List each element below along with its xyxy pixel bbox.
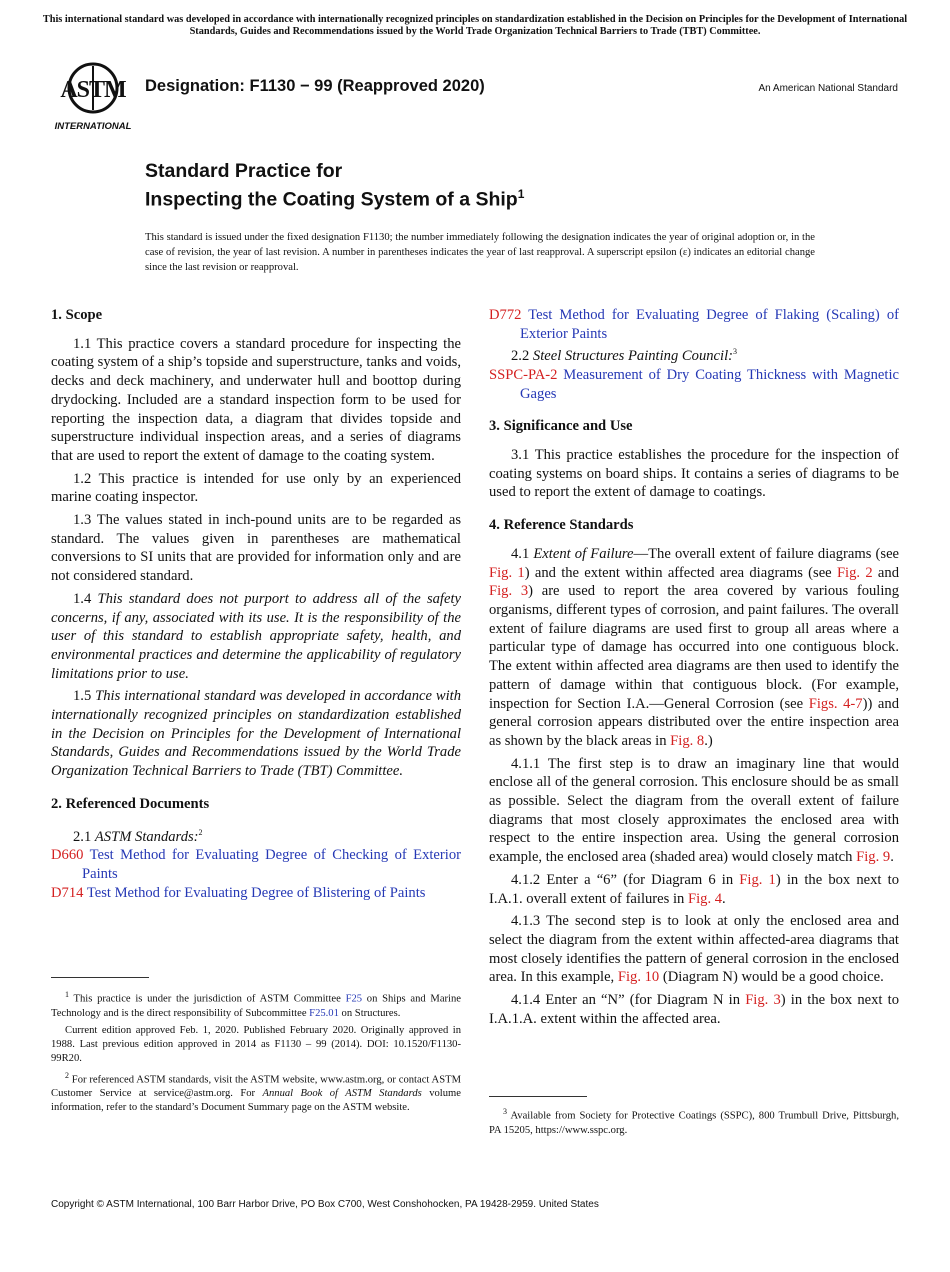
para-2-1: 2.1 ASTM Standards:$^2$ [73,827,203,845]
national-standard-label: An American National Standard [758,83,898,94]
link-fig-3[interactable]: Fig. 3 [489,583,529,600]
title-footnote-mark: 1 [517,187,525,201]
para-1-3: 1.3 The values stated in inch-pound units are to be regarded as standard. The values given in parentheses are mathematical conversions to SI units that are provided for information only and are not considered standard. [51,512,461,585]
top-notice: This international standard was developed in accordance with internationally recognized principles on standardization established in the Decision on Principles for the Development of International Standards, Guides and Recommendations issued by the World Trade Organization Technical Barriers to Trade (TBT) Committee. [42,14,908,37]
footnote-rule-right [489,1096,587,1097]
ref-d772[interactable]: D772 Test Method for Evaluating Degree of Flaking (Scaling) of Exterior Paints [489,307,899,342]
link-figs-4-7[interactable]: Figs. 4-7 [808,695,863,712]
ref-d714[interactable]: D714 Test Method for Evaluating Degree of Blistering of Paints [51,884,426,901]
ref-d660[interactable]: D660 Test Method for Evaluating Degree of Checking of Exterior Paints [51,847,461,882]
footnote-2: $^2$ For referenced ASTM standards, visit the ASTM website, www.astm.org, or contact ASTM Customer Service at service@astm.org. For Annual Book of ASTM Standards volume information, refer to the standard’s Document Summary page on the ASTM website. [51,1070,461,1114]
para-3-1: 3.1 This practice establishes the procedure for the inspection of coating systems on board ships. It contains a series of diagrams to be used to report the extent of damage to coatings. [489,447,899,501]
para-4-1-2: 4.1.2 Enter a “6” (for Diagram 6 in Fig. 1) in the box next to I.A.1. overall extent of failures in Fig. 4. [489,871,899,907]
astm-logo [52,60,134,132]
para-1-2: 1.2 This practice is intended for use only by an experienced marine coating inspector. [51,470,461,506]
title-line-2: Inspecting the Coating System of a Ship$^1$ [145,187,525,211]
link-fig-4[interactable]: Fig. 4 [687,890,723,907]
footnotes-left [51,988,461,1118]
footnote-edition: Current edition approved Feb. 1, 2020. Published February 2020. Originally approved in 1988. Last previous edition approved in 2014 as F1130 – 99 (2014). DOI: 10.1520/F1130-99R20. [51,1024,461,1064]
link-fig-2[interactable]: Fig. 2 [836,564,873,581]
section-heading-referenced-documents: 2. Referenced Documents [51,795,210,812]
link-fig-1[interactable]: Fig. 1 [489,564,525,581]
para-4-1-4: 4.1.4 Enter an “N” (for Diagram N in Fig. 3) in the box next to I.A.1.A. extent within the affected area. [489,992,899,1027]
para-4-1: 4.1 Extent of Failure—The overall extent of failure diagrams (see Fig. 1) and the extent within affected area diagrams (see Fig. 2 and Fig. 3) are used to report the area covered by various fouling organisms, different types of corrosion, and paint failures. The overall extent of failure diagrams are used first to group all areas where a particular type of damage has occurred into one contiguous block. The extent within affected area diagrams are then used to identify the pattern of damage within that contiguous block. (For example, inspection for Section I.A.—General Corrosion (see Figs. 4-7)) and general corrosion appears distributed over the entire inspection area as shown by the black areas in Fig. 8.) [489,545,900,749]
para-1-1: 1.1 This practice covers a standard procedure for inspecting the coating system of a ship’s topside and superstructure, tanks and voids, decks and deck machinery, and underwater hull and boottop during drydocking. Included are a standard inspection form to be used for reporting the inspection data, a diagram that divides topside and superstructure individual inspection areas, and a series of diagrams that are used to report the extent of damage to the coating system. [51,335,461,464]
para-1-4: 1.4 This standard does not purport to address all of the safety concerns, if any, associated with its use. It is the responsibility of the user of this standard to establish appropriate safety, health, and environmental practices and determine the applicability of regulatory limitations prior to use. [51,590,461,682]
intro-paragraph: This standard is issued under the fixed designation F1130; the number immediately following the designation indicates the year of original adoption or, in the case of revision, the year of last revision. A number in parentheses indicates the year of last reapproval. A superscript epsilon (ε) indicates an editorial change since the last revision or reapproval. [145,232,815,273]
para-2-2: 2.2 Steel Structures Painting Council:$^3$ [511,347,737,365]
footnote-1: $^1$ This practice is under the jurisdiction of ASTM Committee F25 on Ships and Marine Technology and is the direct responsibility of Subcommittee F25.01 on Structures. [51,990,461,1019]
svg-text:ASTM: ASTM [60,77,126,103]
link-f25-01[interactable]: F25.01 [309,1007,339,1019]
para-4-1-3: 4.1.3 The second step is to look at only the enclosed area and select the diagram from the extent within affected-area diagrams that most closely identifies the pattern of general corrosion in the enclosed area. In this example, Fig. 10 (Diagram N) would be a good choice. [489,913,899,986]
left-column [51,306,461,902]
link-fig-9[interactable]: Fig. 9 [856,849,891,866]
section-heading-scope: 1. Scope [51,307,103,323]
footnote-3: $^3$ Available from Society for Protective Coatings (SSPC), 800 Trumbull Drive, Pittsburgh, PA 15205, https://www.sspc.org. [489,1107,899,1136]
logo-text: INTERNATIONAL [54,121,132,132]
link-f25[interactable]: F25 [345,993,363,1005]
ref-sspc-pa-2[interactable]: SSPC-PA-2 Measurement of Dry Coating Thickness with Magnetic Gages [489,366,899,402]
footnote-rule-left [51,977,149,978]
right-column [489,306,899,1032]
section-heading-significance: 3. Significance and Use [489,418,633,435]
para-1-5: 1.5 This international standard was developed in accordance with internationally recognized principles on standardization established in the Decision on Principles for the Development of International Standards, Guides and Recommendations issued by the World Trade Organization Technical Barriers to Trade (TBT) Committee. [51,688,462,780]
link-fig-1-b[interactable]: Fig. 1 [739,871,776,888]
link-fig-8[interactable]: Fig. 8 [670,732,705,749]
copyright: Copyright © ASTM International, 100 Barr Harbor Drive, PO Box C700, West Conshohocken, PA 19428-2959. United States [51,1199,599,1210]
link-fig-10[interactable]: Fig. 10 [617,969,660,986]
section-heading-reference-standards: 4. Reference Standards [489,517,634,534]
link-fig-3-b[interactable]: Fig. 3 [745,992,781,1009]
footnotes-right [489,1105,899,1141]
designation: Designation: F1130 − 99 (Reapproved 2020) [145,77,485,95]
document-title [145,160,524,212]
para-4-1-1: 4.1.1 The first step is to draw an imaginary line that would enclose all of the general corrosion. This enclosure should be as small as possible. Select the diagram from the overall extent of failure diagrams that most closely approximates the enclosed area with respect to the entire inspection area. Using the general corrosion example, the enclosed area (shaded area) would closely match Fig. 9. [489,755,899,866]
title-line-1: Standard Practice for [145,160,343,182]
